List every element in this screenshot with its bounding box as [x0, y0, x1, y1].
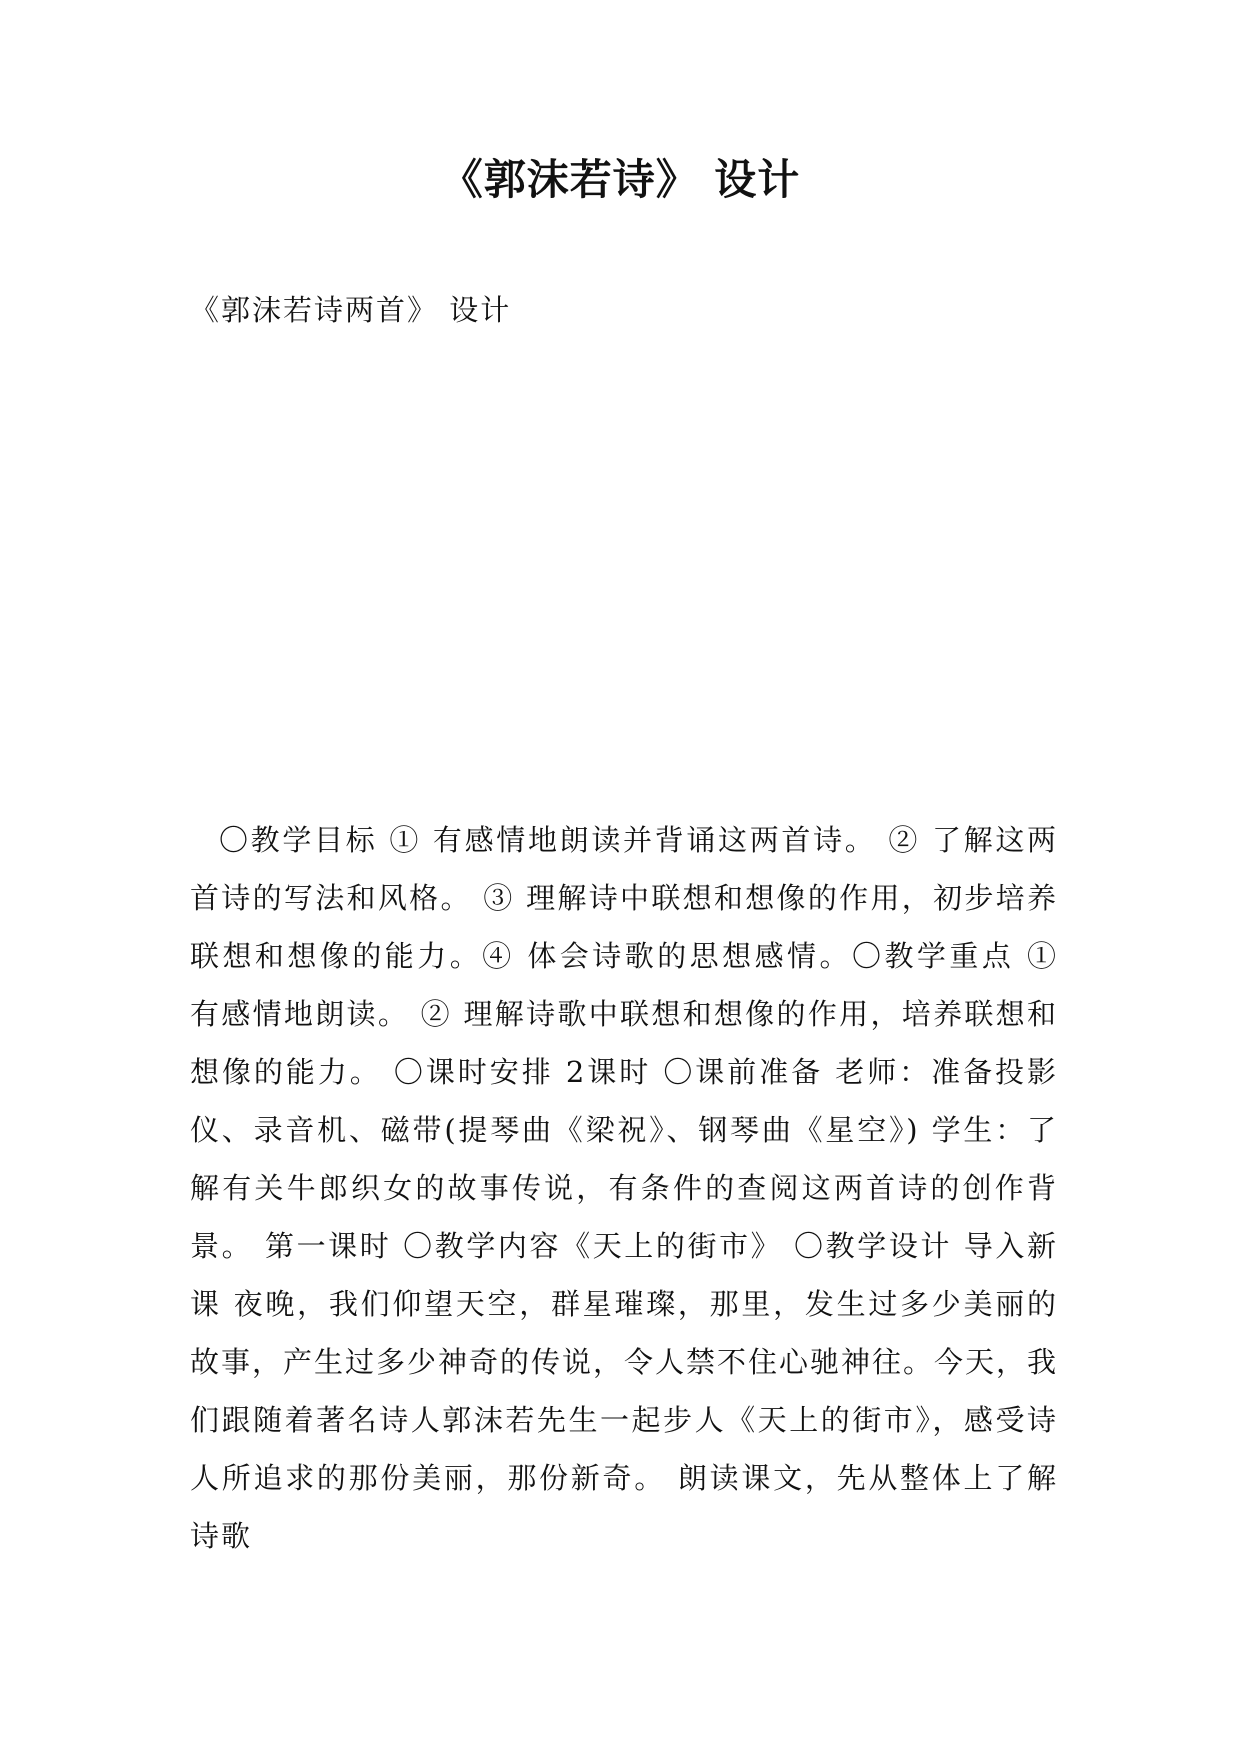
document-body: 〇教学目标 ① 有感情地朗读并背诵这两首诗。 ② 了解这两首诗的写法和风格。 ③ 理解诗中联想和想像的作用，初步培养联想和想像的能力。④ 体会诗歌的思想感情。〇教学重点 ① 有感情地朗读。 ② 理解诗歌中联想和想像的作用，培养联想和想像的能力。 〇课时安排 2课时 〇课前准备 老师：准备投影仪、录音机、磁带(提琴曲《梁祝》、钢琴曲《星空》) 学生：了解有关牛郎织女的故事传说，有条件的查阅这两首诗的创作背景。 第一课时 〇教学内容《天上的街市》 〇教学设计 导入新课 夜晚，我们仰望天空，群星璀璨，那里，发生过多少美丽的故事，产生过多少神奇的传说，令人禁不住心驰神往。今天，我们跟随着著名诗人郭沫若先生一起步人《天上的街市》，感受诗人所追求的那份美丽，那份新奇。 朗读课文，先从整体上了解诗歌 — [190, 823, 1059, 1553]
document-subtitle: 《郭沫若诗两首》 设计 — [190, 293, 512, 327]
document-title: 《郭沫若诗》 设计 — [440, 155, 801, 204]
